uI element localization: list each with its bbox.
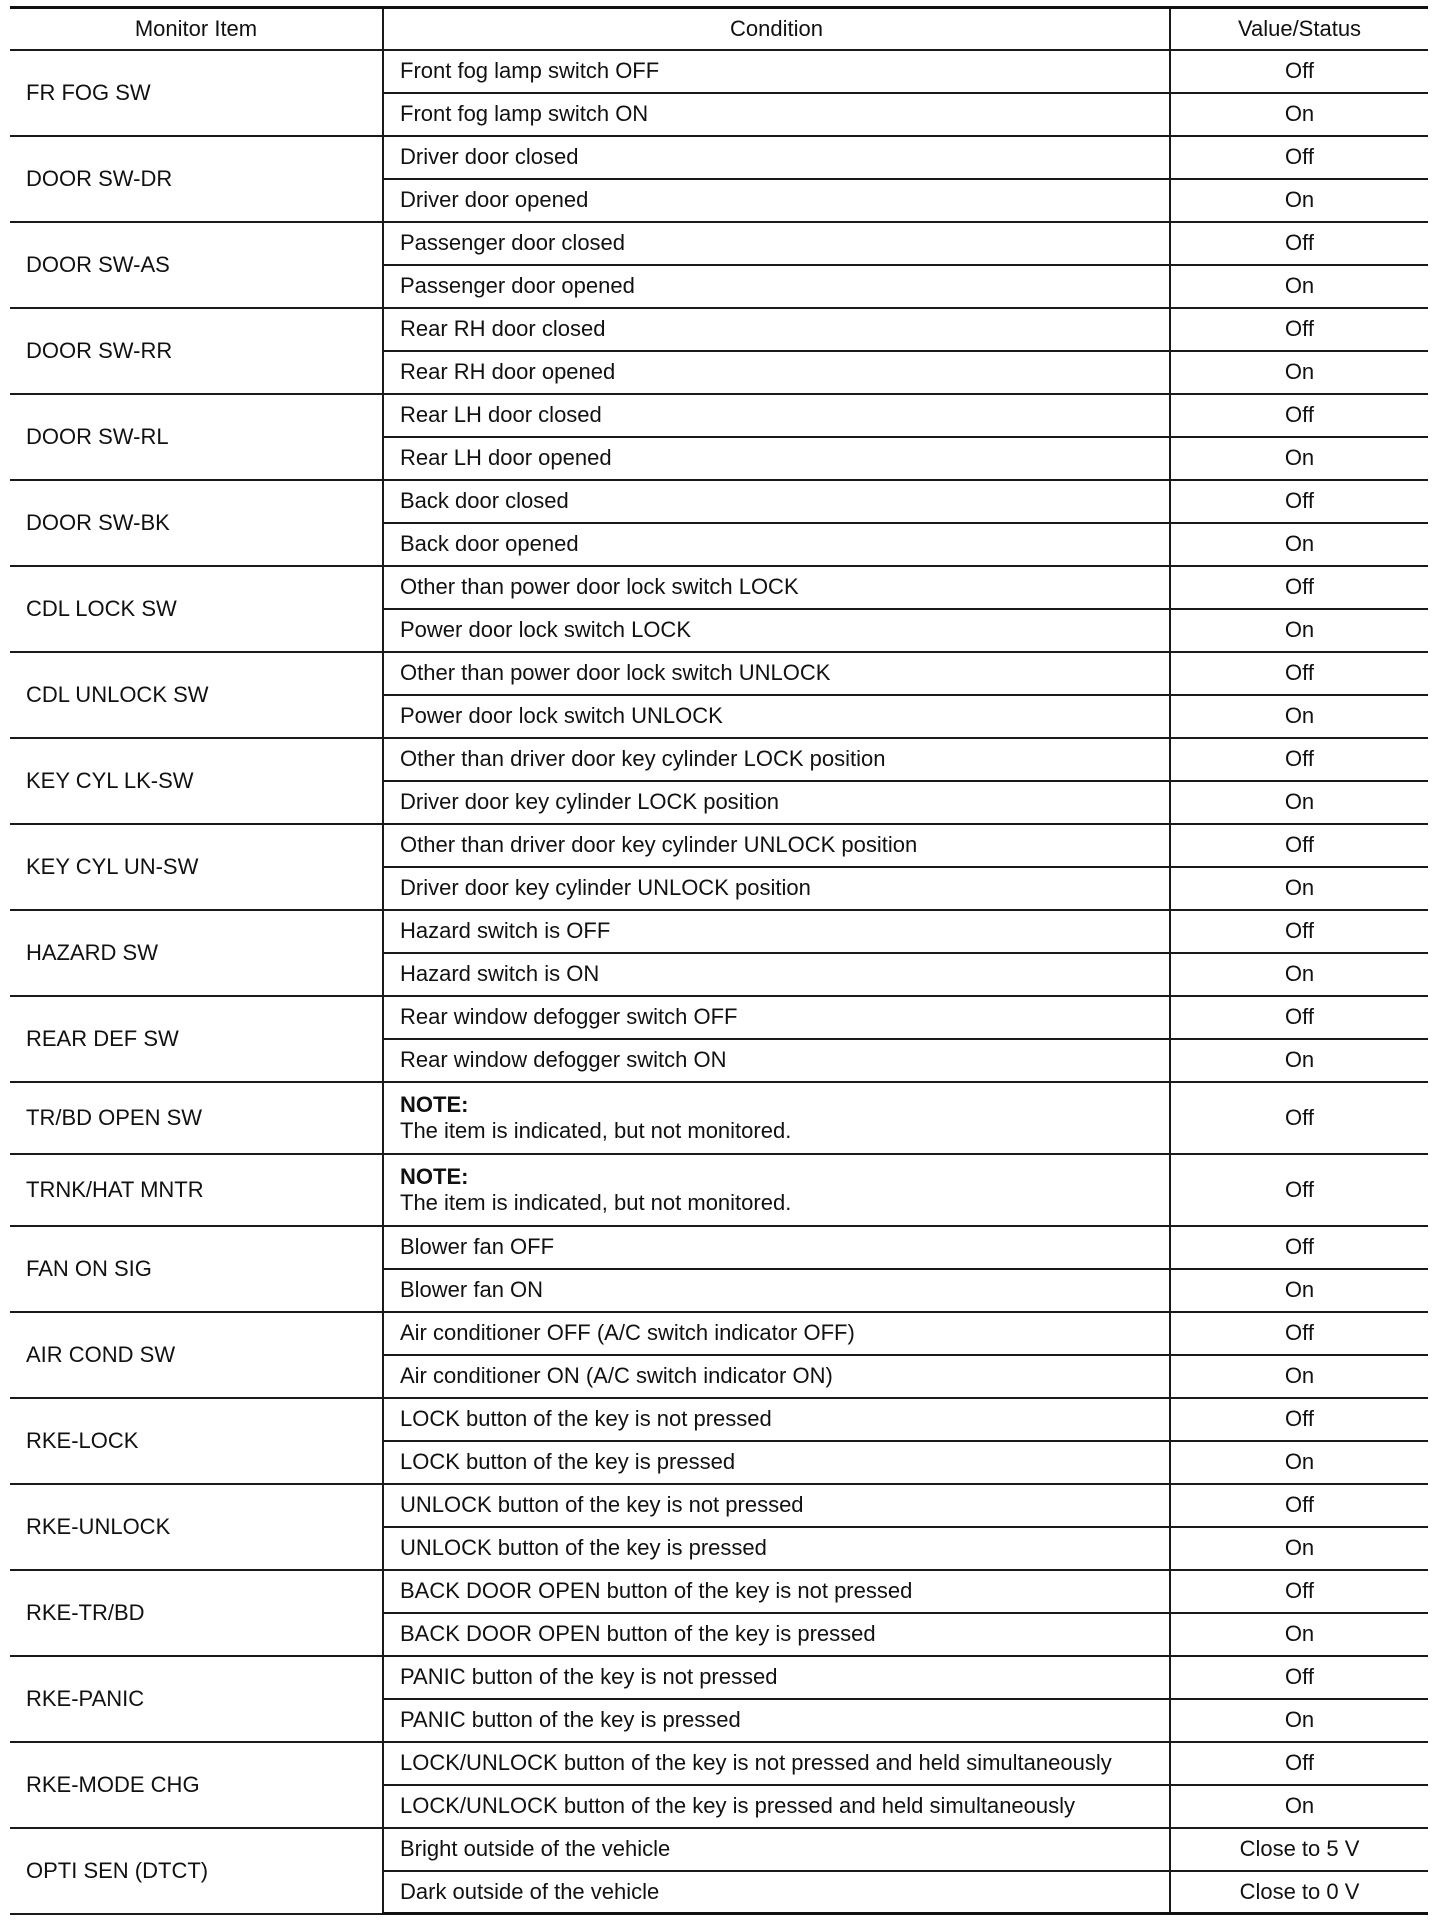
value-status-cell: On: [1170, 179, 1428, 222]
monitor-table-container: [10, 6, 1428, 1915]
value-status-cell: Off: [1170, 394, 1428, 437]
note-title: NOTE:: [400, 1163, 469, 1189]
value-status-cell: Off: [1170, 652, 1428, 695]
condition-cell: Passenger door opened: [383, 265, 1170, 308]
value-status-cell: Off: [1170, 136, 1428, 179]
monitor-item-table: [10, 6, 1428, 1915]
condition-cell: Rear window defogger switch ON: [383, 1039, 1170, 1082]
value-status-cell: On: [1170, 1613, 1428, 1656]
condition-cell: Driver door opened: [383, 179, 1170, 222]
table-row: [10, 566, 1428, 609]
condition-cell: BACK DOOR OPEN button of the key is not pressed: [383, 1570, 1170, 1613]
condition-cell: Air conditioner ON (A/C switch indicator ON): [383, 1355, 1170, 1398]
value-status-cell: On: [1170, 351, 1428, 394]
table-row: [10, 1312, 1428, 1355]
value-status-cell: Off: [1170, 566, 1428, 609]
value-status-cell: Off: [1170, 910, 1428, 953]
condition-cell: Hazard switch is ON: [383, 953, 1170, 996]
note-text: The item is indicated, but not monitored.: [400, 1189, 792, 1215]
condition-cell: Back door closed: [383, 480, 1170, 523]
condition-cell: Back door opened: [383, 523, 1170, 566]
table-body: [10, 50, 1428, 1914]
monitor-item-cell: RKE-TR/BD: [10, 1570, 383, 1656]
condition-cell: UNLOCK button of the key is not pressed: [383, 1484, 1170, 1527]
value-status-cell: On: [1170, 93, 1428, 136]
condition-cell: Driver door key cylinder UNLOCK position: [383, 867, 1170, 910]
note-text: The item is indicated, but not monitored.: [400, 1117, 792, 1143]
table-header-row: [10, 8, 1428, 50]
value-status-cell: Off: [1170, 1312, 1428, 1355]
value-status-cell: On: [1170, 1785, 1428, 1828]
condition-cell: Rear window defogger switch OFF: [383, 996, 1170, 1039]
condition-cell: PANIC button of the key is pressed: [383, 1699, 1170, 1742]
table-row: [10, 136, 1428, 179]
monitor-item-cell: OPTI SEN (DTCT): [10, 1828, 383, 1914]
table-row: [10, 824, 1428, 867]
value-status-cell: On: [1170, 1039, 1428, 1082]
condition-cell: Front fog lamp switch OFF: [383, 50, 1170, 93]
header-value-status: Value/Status: [1170, 8, 1428, 50]
value-status-cell: Close to 5 V: [1170, 1828, 1428, 1871]
value-status-cell: Off: [1170, 50, 1428, 93]
value-status-cell: On: [1170, 1355, 1428, 1398]
table-row: [10, 1154, 1428, 1226]
condition-cell: Passenger door closed: [383, 222, 1170, 265]
table-row: [10, 1226, 1428, 1269]
condition-cell: PANIC button of the key is not pressed: [383, 1656, 1170, 1699]
monitor-item-cell: DOOR SW-DR: [10, 136, 383, 222]
monitor-item-cell: FAN ON SIG: [10, 1226, 383, 1312]
value-status-cell: Off: [1170, 738, 1428, 781]
table-row: [10, 1828, 1428, 1871]
table-row: [10, 394, 1428, 437]
header-monitor-item: Monitor Item: [10, 8, 383, 50]
condition-cell: Rear LH door opened: [383, 437, 1170, 480]
condition-cell: Driver door closed: [383, 136, 1170, 179]
monitor-item-cell: CDL UNLOCK SW: [10, 652, 383, 738]
condition-cell: Power door lock switch LOCK: [383, 609, 1170, 652]
condition-cell: BACK DOOR OPEN button of the key is pressed: [383, 1613, 1170, 1656]
monitor-item-cell: REAR DEF SW: [10, 996, 383, 1082]
value-status-cell: Off: [1170, 308, 1428, 351]
value-status-cell: Off: [1170, 480, 1428, 523]
value-status-cell: Off: [1170, 1656, 1428, 1699]
monitor-item-cell: HAZARD SW: [10, 910, 383, 996]
table-row: [10, 738, 1428, 781]
monitor-item-cell: RKE-UNLOCK: [10, 1484, 383, 1570]
condition-cell: LOCK/UNLOCK button of the key is pressed and held simultaneously: [383, 1785, 1170, 1828]
condition-cell: Blower fan ON: [383, 1269, 1170, 1312]
value-status-cell: Close to 0 V: [1170, 1871, 1428, 1914]
table-row: [10, 1570, 1428, 1613]
value-status-cell: Off: [1170, 1398, 1428, 1441]
condition-cell: Rear RH door closed: [383, 308, 1170, 351]
condition-cell: LOCK/UNLOCK button of the key is not pressed and held simultaneously: [383, 1742, 1170, 1785]
monitor-item-cell: TR/BD OPEN SW: [10, 1082, 383, 1154]
monitor-item-cell: RKE-PANIC: [10, 1656, 383, 1742]
monitor-item-cell: DOOR SW-RR: [10, 308, 383, 394]
condition-note-cell: [383, 1082, 1170, 1154]
value-status-cell: On: [1170, 437, 1428, 480]
condition-cell: Rear LH door closed: [383, 394, 1170, 437]
value-status-cell: Off: [1170, 222, 1428, 265]
value-status-cell: On: [1170, 953, 1428, 996]
monitor-item-cell: DOOR SW-BK: [10, 480, 383, 566]
value-status-cell: Off: [1170, 1484, 1428, 1527]
condition-cell: Air conditioner OFF (A/C switch indicator OFF): [383, 1312, 1170, 1355]
header-condition: Condition: [383, 8, 1170, 50]
condition-cell: Other than power door lock switch LOCK: [383, 566, 1170, 609]
monitor-item-cell: AIR COND SW: [10, 1312, 383, 1398]
value-status-cell: Off: [1170, 824, 1428, 867]
monitor-item-cell: RKE-LOCK: [10, 1398, 383, 1484]
table-row: [10, 1484, 1428, 1527]
condition-cell: UNLOCK button of the key is pressed: [383, 1527, 1170, 1570]
condition-cell: Other than power door lock switch UNLOCK: [383, 652, 1170, 695]
value-status-cell: On: [1170, 1441, 1428, 1484]
note-title: NOTE:: [400, 1091, 469, 1117]
value-status-cell: Off: [1170, 1154, 1428, 1226]
condition-cell: Driver door key cylinder LOCK position: [383, 781, 1170, 824]
table-row: [10, 1398, 1428, 1441]
value-status-cell: On: [1170, 1527, 1428, 1570]
table-row: [10, 996, 1428, 1039]
condition-cell: Other than driver door key cylinder LOCK position: [383, 738, 1170, 781]
table-row: [10, 222, 1428, 265]
condition-note-cell: [383, 1154, 1170, 1226]
monitor-item-cell: KEY CYL UN-SW: [10, 824, 383, 910]
value-status-cell: On: [1170, 1269, 1428, 1312]
value-status-cell: On: [1170, 781, 1428, 824]
table-row: [10, 1082, 1428, 1154]
value-status-cell: Off: [1170, 1082, 1428, 1154]
table-row: [10, 308, 1428, 351]
table-row: [10, 1656, 1428, 1699]
monitor-item-cell: CDL LOCK SW: [10, 566, 383, 652]
monitor-item-cell: DOOR SW-RL: [10, 394, 383, 480]
value-status-cell: Off: [1170, 1742, 1428, 1785]
condition-cell: Dark outside of the vehicle: [383, 1871, 1170, 1914]
monitor-item-cell: TRNK/HAT MNTR: [10, 1154, 383, 1226]
monitor-item-cell: FR FOG SW: [10, 50, 383, 136]
condition-cell: Power door lock switch UNLOCK: [383, 695, 1170, 738]
value-status-cell: On: [1170, 523, 1428, 566]
table-row: [10, 1742, 1428, 1785]
condition-cell: Bright outside of the vehicle: [383, 1828, 1170, 1871]
value-status-cell: On: [1170, 265, 1428, 308]
value-status-cell: Off: [1170, 1226, 1428, 1269]
value-status-cell: Off: [1170, 1570, 1428, 1613]
table-row: [10, 652, 1428, 695]
condition-cell: Hazard switch is OFF: [383, 910, 1170, 953]
condition-cell: Blower fan OFF: [383, 1226, 1170, 1269]
condition-cell: Rear RH door opened: [383, 351, 1170, 394]
monitor-item-cell: DOOR SW-AS: [10, 222, 383, 308]
table-row: [10, 910, 1428, 953]
monitor-item-cell: RKE-MODE CHG: [10, 1742, 383, 1828]
value-status-cell: On: [1170, 695, 1428, 738]
table-row: [10, 50, 1428, 93]
value-status-cell: On: [1170, 867, 1428, 910]
condition-cell: Front fog lamp switch ON: [383, 93, 1170, 136]
condition-cell: Other than driver door key cylinder UNLOCK position: [383, 824, 1170, 867]
value-status-cell: On: [1170, 609, 1428, 652]
table-row: [10, 480, 1428, 523]
value-status-cell: On: [1170, 1699, 1428, 1742]
condition-cell: LOCK button of the key is not pressed: [383, 1398, 1170, 1441]
value-status-cell: Off: [1170, 996, 1428, 1039]
condition-cell: LOCK button of the key is pressed: [383, 1441, 1170, 1484]
monitor-item-cell: KEY CYL LK-SW: [10, 738, 383, 824]
